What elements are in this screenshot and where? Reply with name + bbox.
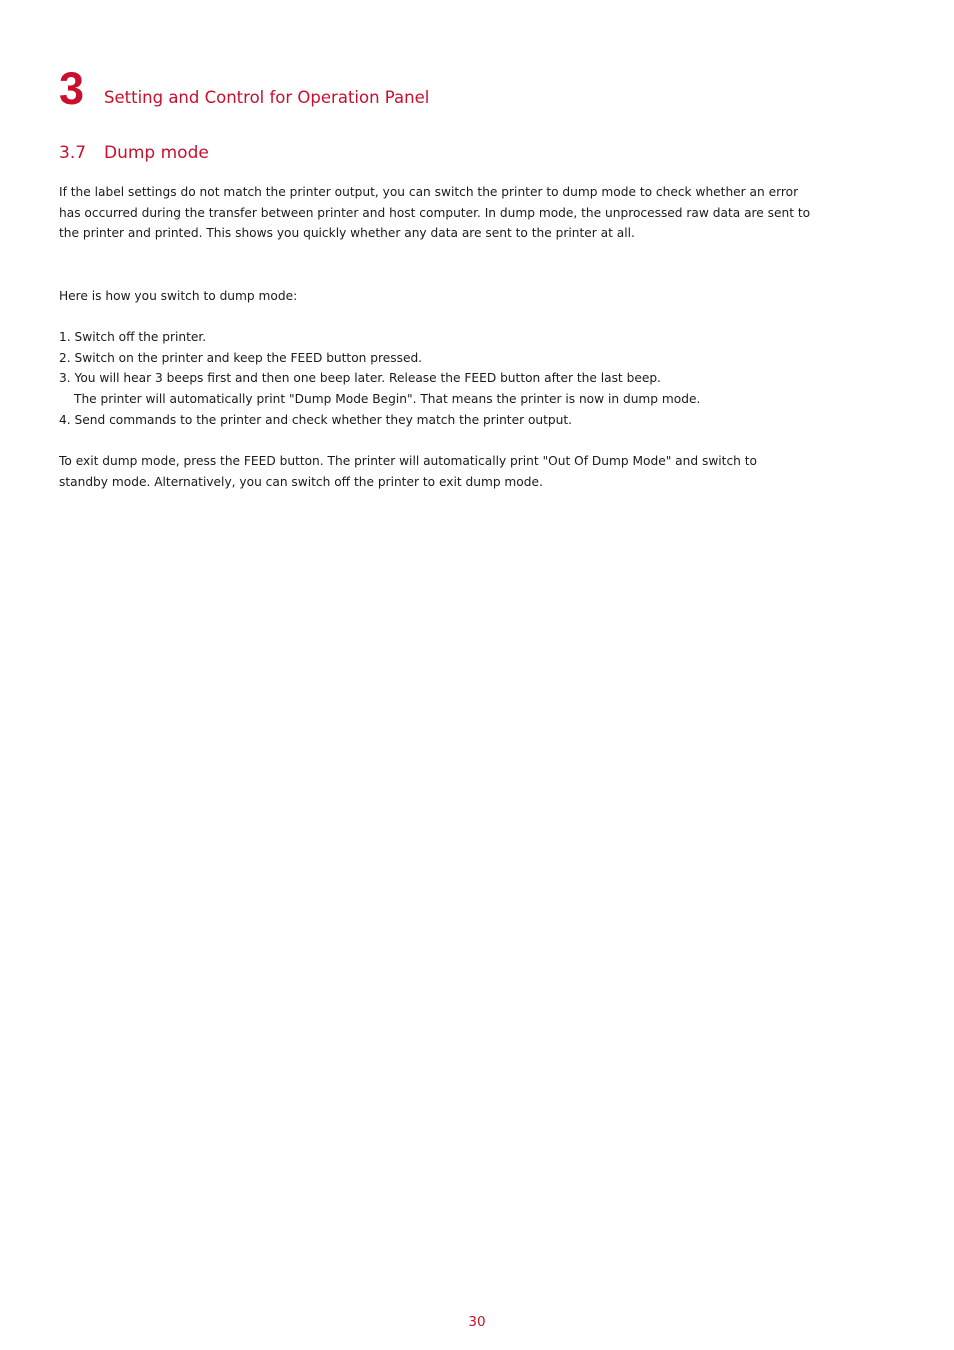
step-item: 2. Switch on the printer and keep the FEED button pressed.	[59, 350, 423, 365]
intro-line: has occurred during the transfer between printer and host computer. In dump mode, the unprocessed raw data are sent to	[59, 205, 811, 220]
intro-line: the printer and printed. This shows you quickly whether any data are sent to the printer at all.	[59, 226, 635, 241]
spacer	[59, 430, 879, 451]
howto-lead: Here is how you switch to dump mode:	[59, 288, 298, 303]
spacer	[59, 306, 879, 327]
section-number: 3.7	[59, 143, 87, 163]
step-item: 3. You will hear 3 beeps first and then one beep later. Release the FEED button after the last beep.	[59, 371, 661, 386]
step-item: 4. Send commands to the printer and check whether they match the printer output.	[59, 412, 573, 427]
exit-line: standby mode. Alternatively, you can switch off the printer to exit dump mode.	[59, 474, 543, 489]
page-number: 30	[468, 1314, 486, 1330]
step-note: The printer will automatically print "Dump Mode Begin". That means the printer is now in dump mode.	[74, 392, 701, 406]
body-content	[59, 182, 879, 493]
exit-line: To exit dump mode, press the FEED button. The printer will automatically print "Out Of Dump Mode" and switch to	[59, 454, 757, 469]
section-heading	[59, 141, 209, 165]
spacer	[59, 244, 879, 285]
step-item: 1. Switch off the printer.	[59, 329, 207, 344]
intro-line: If the label settings do not match the printer output, you can switch the printer to dump mode to check whether an error	[59, 185, 799, 199]
chapter-number: 3	[59, 63, 85, 114]
section-title: Dump mode	[104, 143, 209, 163]
chapter-title: Setting and Control for Operation Panel	[104, 88, 430, 107]
